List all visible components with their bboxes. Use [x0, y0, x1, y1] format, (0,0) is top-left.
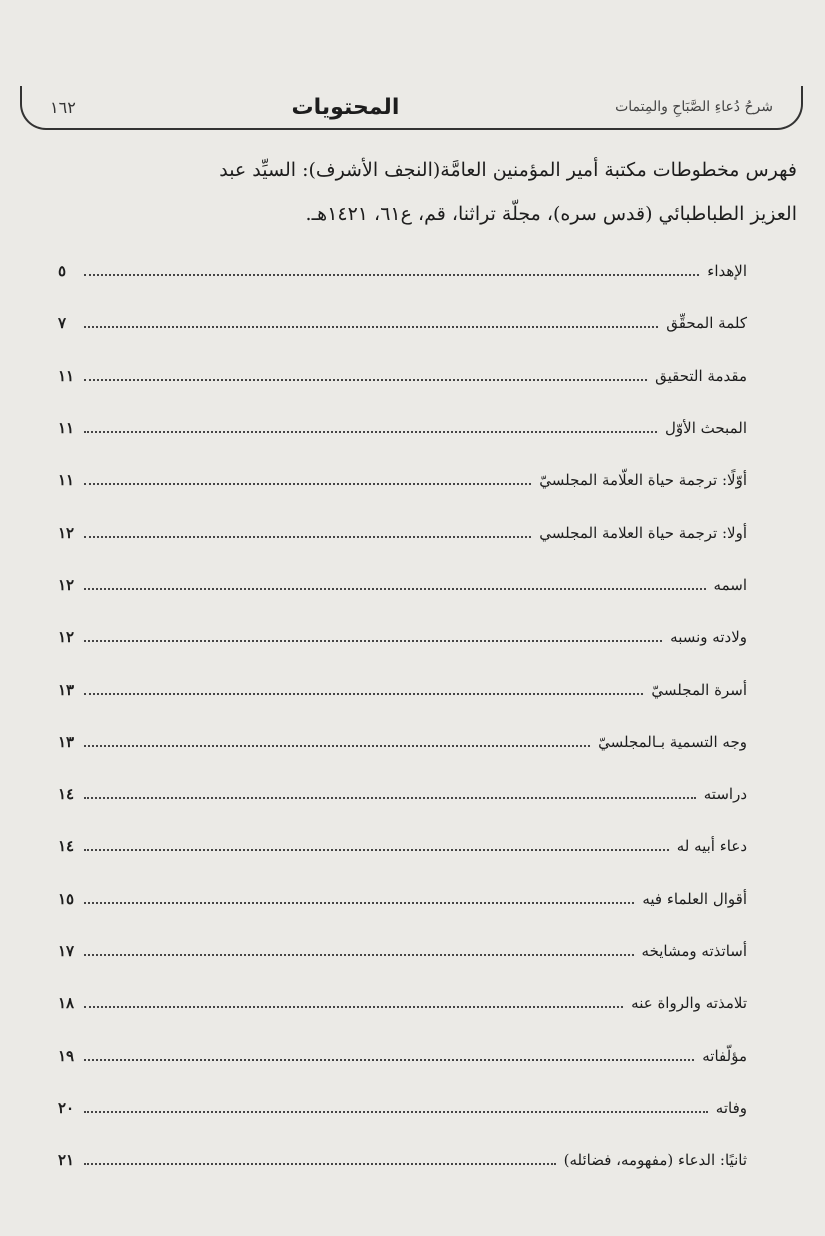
toc-entry-page: ١٣ [58, 732, 75, 751]
dot-leader [84, 797, 696, 799]
intro-line: العزيز الطباطبائي (قدس سره)، مجلّة تراثنا، قم، ع٦١، ١٤٢١هـ. [305, 203, 797, 225]
toc-entry [58, 873, 747, 925]
toc-entry-page: ٢٠ [58, 1098, 75, 1117]
toc-entry-page: ٥ [58, 262, 67, 281]
dot-leader [84, 536, 531, 538]
toc-entry [58, 1134, 747, 1186]
toc-entry-title: الإهداء [707, 262, 747, 281]
dot-leader [84, 431, 657, 433]
toc-entry-page: ٧ [58, 314, 67, 333]
dot-leader [84, 954, 634, 956]
dot-leader [84, 483, 531, 485]
toc-entry-title: وفاته [715, 1098, 747, 1117]
toc-entry [58, 716, 747, 768]
toc-entry-page: ١٢ [58, 575, 75, 594]
table-of-contents [58, 245, 747, 1186]
toc-entry [58, 297, 747, 349]
toc-entry-title: أولا: ترجمة حياة العلامة المجلسي [539, 523, 747, 542]
toc-entry-title: اسمه [713, 575, 747, 594]
toc-entry-title: المبحث الأوّل [665, 419, 747, 438]
toc-entry [58, 454, 747, 506]
dot-leader [84, 1163, 556, 1165]
toc-entry-title: أقوال العلماء فيه [642, 889, 747, 908]
toc-entry-page: ١٢ [58, 628, 75, 647]
toc-entry-title: ثانيًا: الدعاء (مفهومه، فضائله) [563, 1151, 747, 1170]
dot-leader [84, 326, 658, 328]
toc-entry-page: ١٢ [58, 523, 75, 542]
toc-entry-page: ١١ [58, 419, 75, 438]
toc-entry-page: ١٤ [58, 785, 75, 804]
intro-paragraph [28, 148, 797, 236]
toc-entry [58, 402, 747, 454]
toc-entry-title: مقدمة التحقيق [655, 366, 747, 385]
toc-entry-title: وجه التسمية بـالمجلسيّ [598, 732, 747, 751]
toc-entry [58, 977, 747, 1029]
book-title: شرحُ دُعاءِ الصَّبَاحِ والمِتمات [615, 99, 773, 115]
toc-entry [58, 350, 747, 402]
toc-entry-page: ١١ [58, 366, 75, 385]
toc-entry [58, 925, 747, 977]
dot-leader [84, 1006, 623, 1008]
dot-leader [84, 1111, 708, 1113]
toc-entry [58, 820, 747, 872]
toc-entry [58, 245, 747, 297]
toc-entry-page: ١٣ [58, 680, 75, 699]
toc-entry-title: أسرة المجلسيّ [651, 680, 747, 699]
toc-entry [58, 663, 747, 715]
toc-entry-title: دعاء أبيه له [676, 837, 747, 856]
toc-entry [58, 611, 747, 663]
toc-entry-title: ولادته ونسبه [670, 628, 747, 647]
toc-entry-page: ١١ [58, 471, 75, 490]
toc-entry-title: أوّلًا: ترجمة حياة العلّامة المجلسيّ [539, 471, 747, 490]
toc-entry [58, 1082, 747, 1134]
toc-entry-page: ٢١ [58, 1151, 75, 1170]
dot-leader [84, 588, 706, 590]
dot-leader [84, 745, 590, 747]
page-number: ١٦٢ [50, 97, 76, 117]
toc-entry-title: تلامذته والرواة عنه [631, 994, 747, 1013]
toc-entry-title: دراسته [703, 785, 747, 804]
toc-entry-title: كلمة المحقِّق [666, 314, 747, 333]
toc-entry [58, 559, 747, 611]
toc-entry-page: ١٩ [58, 1046, 75, 1065]
toc-entry-title: مؤلّفاته [702, 1046, 747, 1065]
toc-entry [58, 1029, 747, 1081]
dot-leader [84, 1059, 694, 1061]
intro-line: فهرس مخطوطات مكتبة أمير المؤمنين العامَّة(النجف الأشرف): السيِّد عبد [219, 159, 797, 181]
dot-leader [84, 379, 647, 381]
dot-leader [84, 902, 634, 904]
dot-leader [84, 693, 643, 695]
section-title: المحتويات [291, 94, 400, 120]
toc-entry-title: أساتذته ومشايخه [641, 942, 747, 960]
toc-entry-page: ١٨ [58, 994, 75, 1013]
dot-leader [84, 640, 662, 642]
running-header [20, 86, 803, 130]
toc-entry [58, 506, 747, 558]
dot-leader [84, 274, 699, 276]
toc-entry-page: ١٥ [58, 889, 75, 908]
toc-entry-page: ١٧ [58, 942, 75, 960]
toc-entry-page: ١٤ [58, 837, 75, 856]
dot-leader [84, 849, 669, 851]
toc-entry [58, 768, 747, 820]
